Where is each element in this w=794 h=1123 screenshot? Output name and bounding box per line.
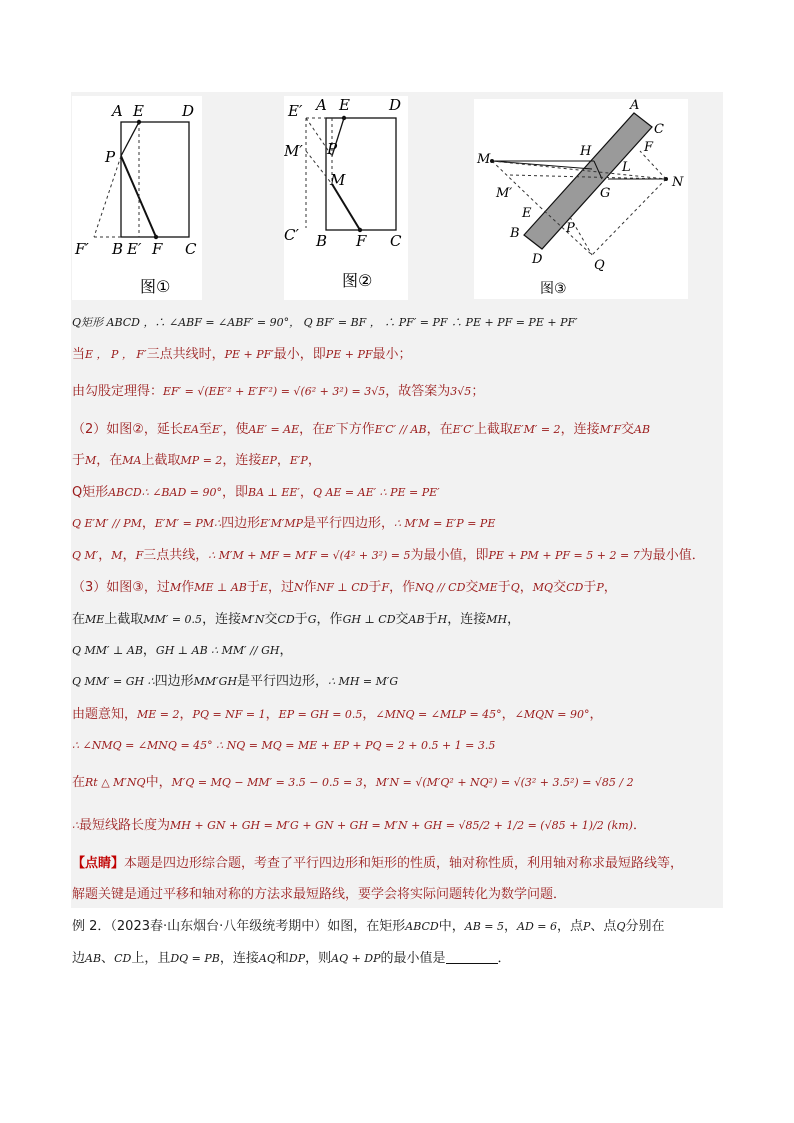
math: CD	[114, 952, 132, 965]
label-b: B	[316, 232, 328, 250]
solution-line-1	[72, 314, 578, 332]
solution-line-10	[72, 611, 520, 629]
math: M′N	[241, 613, 265, 626]
math: P	[596, 581, 604, 594]
math: DP	[288, 952, 306, 965]
label-e: E	[133, 102, 144, 120]
label-l: L	[622, 160, 631, 175]
label-h: H	[580, 144, 592, 159]
math: M′Q = MQ − MM′ = 3.5 − 0.5 = 3	[171, 776, 363, 789]
label-g: G	[600, 186, 611, 201]
point-e	[137, 120, 141, 124]
solution-line-5	[72, 452, 321, 470]
label-d: D	[389, 96, 402, 114]
math: DQ = PB	[170, 952, 220, 965]
math: ABCD	[108, 486, 142, 499]
math: CD	[277, 613, 295, 626]
text: 上截取	[104, 612, 144, 627]
label-m: M	[477, 152, 491, 167]
label-a: A	[630, 99, 640, 113]
math: Q M′	[72, 549, 99, 562]
text: ，作	[389, 580, 416, 595]
answer-blank	[446, 963, 498, 964]
text: ，	[362, 775, 376, 790]
label-f: F	[152, 240, 163, 258]
math: E′	[325, 423, 336, 436]
text: ，	[98, 548, 112, 563]
text: 三点共线，	[143, 548, 209, 563]
text: 作	[181, 580, 195, 595]
tip-label: 【点睛】	[72, 856, 125, 871]
solution-line-9	[72, 579, 617, 597]
math: ∴ MH = M′G	[328, 675, 399, 688]
text: 交	[465, 580, 479, 595]
text: 于	[72, 453, 86, 468]
point-m	[490, 159, 494, 163]
math: AB = 5	[464, 920, 504, 933]
text: 于	[424, 612, 438, 627]
example-line-1	[72, 918, 664, 936]
text: （3）如图③，过	[72, 580, 170, 595]
math: AB	[408, 613, 425, 626]
math: ME = 2	[137, 708, 180, 721]
text: 交	[553, 580, 567, 595]
text: 由勾股定理得：	[72, 384, 164, 399]
math: ME	[85, 613, 105, 626]
label-p: P	[566, 221, 575, 236]
text: ，连接	[202, 612, 242, 627]
text: ，连接	[222, 453, 262, 468]
label-c1: C′	[284, 226, 299, 244]
text: ，点	[557, 919, 584, 934]
solution-line-15	[72, 774, 634, 792]
math: MM′ = 0.5	[143, 613, 203, 626]
text: ，	[179, 707, 193, 722]
label-d: D	[532, 252, 543, 267]
label-b: B	[112, 240, 124, 258]
label-f: F	[356, 232, 367, 250]
solution-line-2	[72, 346, 412, 364]
text: ，在	[299, 422, 326, 437]
text: ，	[507, 612, 521, 627]
text: 为最小值．	[639, 548, 705, 563]
math: MQ	[532, 581, 554, 594]
text: 由题意知，	[72, 707, 138, 722]
math: EF′ = √(EE′² + E′F′²) = √(6² + 3²) = 3√5	[163, 385, 386, 398]
text: 最小；	[372, 347, 412, 362]
text: 是平行四边形，	[303, 516, 395, 531]
text: Q矩形	[72, 485, 109, 500]
text: ，连接	[560, 422, 600, 437]
text: ，则	[305, 951, 332, 966]
text: 当	[72, 347, 86, 362]
label-e: E	[522, 206, 532, 221]
math: CD	[566, 581, 584, 594]
label-d: D	[182, 102, 195, 120]
solution-line-7	[72, 515, 495, 533]
math: ∠MNQ = ∠MLP = 45°	[375, 708, 502, 721]
text: ，过	[267, 580, 294, 595]
math: ∴	[214, 517, 222, 530]
text: ，	[362, 707, 376, 722]
text: 作	[303, 580, 317, 595]
math: GH ⊥ AB ∴ MM′ // GH	[155, 644, 280, 657]
math: Q MM′ ⊥ AB	[72, 644, 143, 657]
math: P	[583, 920, 591, 933]
label-m1: M′	[284, 142, 303, 160]
text: 于	[368, 580, 382, 595]
math: F	[381, 581, 390, 594]
math: ∴ ∠NMQ = ∠MNQ = 45° ∴ NQ = MQ = ME + EP + PQ = 2 + 0.5 + 1 = 3.5	[72, 739, 496, 752]
text: 至	[198, 422, 212, 437]
math: M′N = √(M′Q² + NQ²) = √(3² + 3.5²) = √85 / 2	[375, 776, 634, 789]
math: Q	[510, 581, 520, 594]
math: E′	[211, 423, 223, 436]
text: ，	[279, 643, 293, 658]
caption-fig1: 图①	[140, 277, 171, 296]
figure-1	[72, 96, 202, 300]
math: ∴ M′M + MF = M′F = √(4² + 3²) = 5	[208, 549, 411, 562]
label-m1: M′	[496, 186, 513, 201]
text: 分别在	[625, 919, 665, 934]
segment-mg	[492, 161, 592, 169]
text: 交	[264, 612, 278, 627]
text: 边	[72, 951, 86, 966]
text: 三点共线时，	[146, 347, 225, 362]
math: E′M′ = PM	[154, 517, 215, 530]
label-p: P	[105, 148, 116, 166]
text: ，	[307, 453, 321, 468]
text: ，即	[221, 485, 248, 500]
math: ABCD	[405, 920, 439, 933]
label-e1: E′	[127, 240, 142, 258]
text: 于	[246, 580, 260, 595]
text: （2）如图②，延长	[72, 422, 183, 437]
solution-line-12	[72, 673, 398, 691]
segment-nf	[640, 151, 666, 179]
text: ，连接	[219, 951, 259, 966]
math: 3√5	[450, 385, 472, 398]
solution-line-8	[72, 547, 705, 565]
text: ，	[603, 580, 617, 595]
math: Q MM′ = GH ∴	[72, 675, 155, 688]
label-a: A	[112, 102, 123, 120]
text: 上截取	[474, 422, 514, 437]
math: BA ⊥ EE′	[247, 486, 300, 499]
math: MM′GH	[193, 675, 238, 688]
math: M	[169, 581, 182, 594]
label-e: E	[339, 96, 350, 114]
point-n	[664, 177, 668, 181]
text: ，故答案为	[385, 384, 451, 399]
text: ．	[632, 818, 646, 833]
math: M	[111, 549, 123, 562]
text: 例 2．（2023春·山东烟台·八年级统考期中）如图，在矩形	[72, 919, 406, 934]
math: E′P	[289, 454, 308, 467]
solution-line-4	[72, 421, 650, 439]
math: NQ // CD	[415, 581, 466, 594]
math: NF ⊥ CD	[316, 581, 369, 594]
math: AQ	[258, 952, 276, 965]
solution-line-11	[72, 642, 292, 660]
text: ；	[471, 384, 485, 399]
math: GH ⊥ CD	[342, 613, 396, 626]
label-f1: F′	[75, 240, 89, 258]
text: ，	[501, 707, 515, 722]
math: F	[135, 549, 144, 562]
text: 交	[620, 422, 634, 437]
math: MH	[486, 613, 508, 626]
solution-line-6	[72, 484, 440, 502]
math: N	[293, 581, 304, 594]
text: ，	[276, 453, 290, 468]
text: 为最小值，即	[410, 548, 489, 563]
math: ME	[478, 581, 498, 594]
text: 、点	[590, 919, 617, 934]
math: ∴ M′M = E′P = PE	[394, 517, 496, 530]
math: Q AE = AE′ ∴ PE = PE′	[312, 486, 440, 499]
text: 的最小值是	[380, 951, 446, 966]
text: ，连接	[447, 612, 487, 627]
text: 、	[101, 951, 115, 966]
label-q: Q	[594, 258, 605, 273]
math: AB	[85, 952, 102, 965]
segment-pe	[121, 122, 139, 156]
text: 在	[72, 612, 86, 627]
text: 中，	[145, 775, 172, 790]
label-n: N	[672, 175, 684, 190]
math: AQ + DP	[331, 952, 381, 965]
segment-mf	[332, 184, 360, 230]
text: 于	[294, 612, 308, 627]
label-c: C	[654, 122, 664, 137]
math: E′M′ = 2	[513, 423, 561, 436]
text: ，	[504, 919, 518, 934]
text: 最短线路长度为	[79, 818, 171, 833]
text: 上截取	[141, 453, 181, 468]
point-f	[154, 235, 158, 239]
text: 四边形	[154, 674, 194, 689]
math: MA	[122, 454, 142, 467]
math: AE′ = AE	[248, 423, 300, 436]
solution-line-3	[72, 383, 484, 401]
math: PE + PM + PF = 5 + 2 = 7	[488, 549, 640, 562]
solution-line-14	[72, 737, 495, 755]
math: ME ⊥ AB	[194, 581, 247, 594]
math: M′F	[599, 423, 621, 436]
math: Q矩形 ABCD ，∴ ∠ABF = ∠ABF′ = 90°， Q BF′ = BF ， ∴ PF′ = PF ∴ PE + PF = PE + PF′	[72, 316, 578, 329]
label-p: P	[327, 140, 338, 158]
text: 在	[72, 775, 86, 790]
text: ，	[519, 580, 533, 595]
text: 本题是四边形综合题，考查了平行四边形和矩形的性质，轴对称性质，利用轴对称求最短路线等，	[124, 856, 684, 871]
tip-line-2	[72, 886, 566, 904]
text: 于	[583, 580, 597, 595]
math: E′C′	[452, 423, 475, 436]
text: 解题关键是通过平移和轴对称的方法求最短路线，要学会将实际问题转化为数学问题．	[72, 887, 567, 902]
text: ．	[497, 951, 511, 966]
tip-line-1	[72, 855, 683, 873]
label-f: F	[644, 140, 654, 155]
text: ，在	[96, 453, 123, 468]
math: ∴ ∠BAD = 90°	[141, 486, 222, 499]
math: MP = 2	[180, 454, 223, 467]
math: Q	[616, 920, 626, 933]
math: EA	[182, 423, 199, 436]
text: 是平行四边形，	[237, 674, 329, 689]
math: EP	[261, 454, 277, 467]
segment-pf1	[94, 156, 121, 237]
text: ，	[589, 707, 603, 722]
math: ∠MQN = 90°	[514, 708, 590, 721]
label-c: C	[390, 232, 402, 250]
label-c: C	[185, 240, 197, 258]
text: ，使	[222, 422, 249, 437]
text: ，在	[426, 422, 453, 437]
text: ，作	[316, 612, 343, 627]
math: AD = 6	[517, 920, 557, 933]
math: M	[85, 454, 97, 467]
caption-fig2: 图②	[342, 271, 373, 290]
text: 最小，即	[273, 347, 326, 362]
road-strip	[524, 113, 652, 249]
label-b: B	[510, 226, 520, 241]
math: AB	[634, 423, 651, 436]
label-e1: E′	[288, 102, 303, 120]
math: Q E′M′ // PM	[72, 517, 142, 530]
text: ，	[122, 548, 136, 563]
math: MH + GN + GH = M′G + GN + GH = M′N + GH = √85/2 + 1/2 = (√85 + 1)/2 (km)	[170, 819, 633, 832]
math: EP = GH = 0.5	[278, 708, 363, 721]
math: E	[259, 581, 268, 594]
label-a: A	[316, 96, 327, 114]
text: ，	[141, 516, 155, 531]
math: Rt △ M′NQ	[85, 776, 146, 789]
math: H	[437, 613, 448, 626]
math: PE + PF′	[224, 348, 274, 361]
example-line-2	[72, 950, 511, 968]
text: 交	[395, 612, 409, 627]
math: G	[307, 613, 317, 626]
math: PE + PF	[325, 348, 373, 361]
figure-3	[474, 99, 688, 299]
solution-line-13	[72, 706, 603, 724]
caption-fig3: 图③	[540, 281, 567, 297]
point-e	[342, 116, 346, 120]
math: ∴	[72, 819, 79, 832]
text: 和	[275, 951, 289, 966]
text: 下方作	[335, 422, 375, 437]
text: ，	[265, 707, 279, 722]
math: E′M′MP	[260, 517, 304, 530]
text: 上，且	[131, 951, 171, 966]
figure-2	[284, 96, 408, 300]
label-m: M	[330, 171, 346, 189]
solution-line-16	[72, 817, 646, 835]
math: E′C′ // AB	[374, 423, 427, 436]
text: 中，	[438, 919, 465, 934]
math: PQ = NF = 1	[192, 708, 266, 721]
text: ，	[299, 485, 313, 500]
text: 于	[497, 580, 511, 595]
text: 四边形	[221, 516, 261, 531]
text: ，	[142, 643, 156, 658]
math: E ， P ， F′	[85, 348, 147, 361]
